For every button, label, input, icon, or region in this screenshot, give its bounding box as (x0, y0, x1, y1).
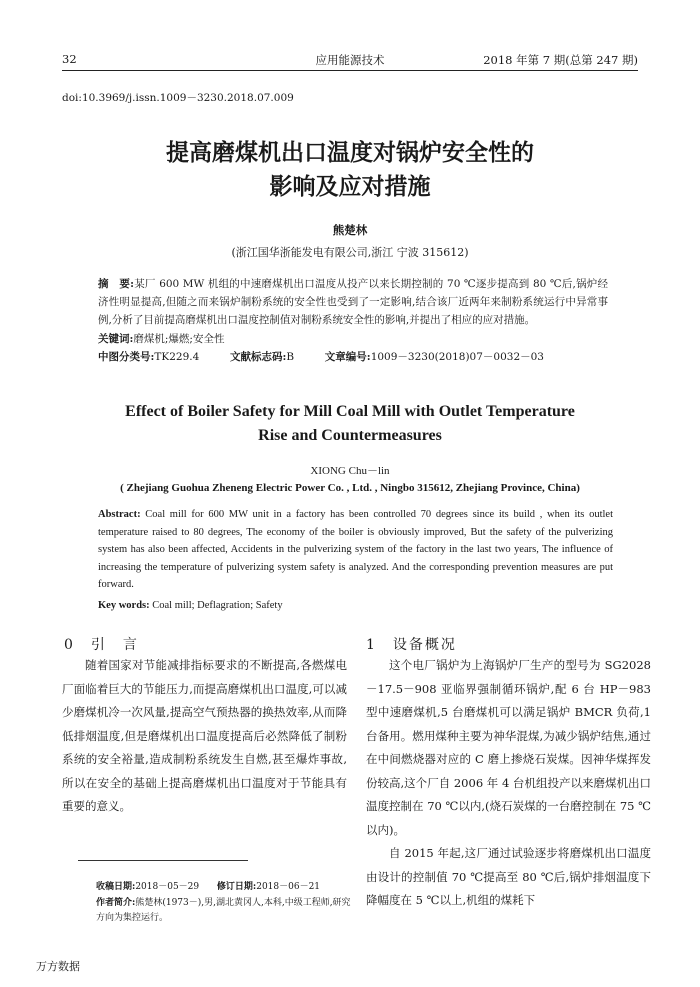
received-label: 收稿日期: (96, 882, 136, 892)
article-no-value: 1009－3230(2018)07－0032－03 (370, 351, 544, 363)
section-1-heading: 1 设备概况 (366, 637, 457, 653)
page-number: 32 (62, 52, 77, 66)
en-title-line1: Effect of Boiler Safety for Mill Coal Mill with Outlet Temperature (125, 403, 575, 420)
cn-classification (98, 348, 608, 366)
article-no-label: 文章编号: (324, 351, 371, 363)
en-keywords-text: Coal mill; Deflagration; Safety (152, 600, 283, 611)
en-keywords-label: Key words: (98, 600, 150, 611)
footnote-dates (96, 880, 356, 895)
footnote-bio (96, 896, 356, 926)
cn-keywords-text: 磨煤机;爆燃;安全性 (133, 333, 225, 345)
clc-label: 中图分类号: (98, 351, 155, 363)
doi: doi:10.3969/j.issn.1009－3230.2018.07.009 (62, 92, 294, 104)
section-1-body (366, 654, 651, 913)
en-abstract-label: Abstract: (98, 509, 141, 520)
bio-text: 熊楚林(1973－),男,湖北黄冈人,本科,中级工程师,研究方向为集控运行。 (96, 898, 351, 923)
en-abstract (98, 506, 613, 594)
cn-abstract-body (98, 275, 608, 329)
en-author: XIONG Chu－lin (310, 465, 390, 477)
cn-title-line2: 影响及应对措施 (269, 173, 431, 200)
doc-code-value: B (286, 351, 295, 363)
watermark: 万方数据 (36, 960, 80, 973)
section-1-paragraph-2: 自 2015 年起,这厂通过试验逐步将磨煤机出口温度由设计的控制值 70 ℃提高至 80 ℃后,锅炉排烟温度下降幅度在 5 ℃以上,机组的煤耗下 (366, 846, 651, 907)
cn-abstract-label: 摘 要: (98, 278, 135, 290)
footnote-rule (78, 860, 248, 861)
section-0-body (62, 654, 347, 819)
en-abstract-text: Coal mill for 600 MW unit in a factory has been controlled 70 degrees since its build , when its outlet temperature raised to 80 degrees, The economy of the boiler is obviously improved, But the safety of the pulverizing system has also been affected, Accidents in the pulverizing system of the factory in the last two years, The influence of increasing the temperature of pulverizing system safety is analyzed. And the corresponding prevention measures are put forward. (98, 509, 613, 590)
en-title-line2: Rise and Countermeasures (258, 427, 442, 444)
section-0-paragraph: 随着国家对节能减排指标要求的不断提高,各燃煤电厂面临着巨大的节能压力,而提高磨煤机出口温度,可以减少磨煤机冷一次风量,提高空气预热器的换热效率,从而降低排烟温度,但是磨煤机出口温度提高后必然降低了制粉系统的安全裕量,造成制粉系统发生自燃,甚至爆炸事故,所以在安全的基础上提高磨煤机出口温度对于节能具有重要的意义。 (62, 658, 347, 813)
header-rule (62, 70, 638, 71)
bio-label: 作者简介: (96, 898, 136, 908)
cn-keywords (98, 330, 608, 348)
cn-author: 熊楚林 (332, 223, 368, 237)
doc-code-label: 文献标志码: (230, 351, 287, 363)
en-affiliation: ( Zhejiang Guohua Zheneng Electric Power Co. , Ltd. , Ningbo 315612, Zhejiang Province, China) (120, 482, 580, 494)
en-keywords (98, 600, 283, 611)
issue-info: 2018 年第 7 期(总第 247 期) (483, 53, 638, 67)
cn-affiliation: (浙江国华浙能发电有限公司,浙江 宁波 315612) (231, 246, 469, 259)
clc-value: TK229.4 (154, 351, 200, 363)
cn-keywords-label: 关键词: (98, 333, 134, 345)
section-0-heading: 0 引 言 (64, 637, 139, 653)
section-1-paragraph-1: 这个电厂锅炉为上海锅炉厂生产的型号为 SG2028－17.5－908 亚临界强制循环锅炉,配 6 台 HP－983 型中速磨煤机,5 台磨煤机可以满足锅炉 BMCR 负荷,1 台备用。燃用煤种主要为神华混煤,为减少锅炉结焦,通过在中间燃烧器对应的 C 磨上掺烧石炭煤。因神华煤挥发份较高,这个厂自 2006 年 4 台机组投产以来磨煤机出口温度控制在 70 ℃以内,(烧石炭煤的一台磨控制在 75 ℃以内)。 (366, 658, 651, 837)
revised-label: 修订日期: (216, 882, 257, 892)
journal-name: 应用能源技术 (315, 53, 385, 67)
revised-date: 2018－06－21 (256, 882, 321, 892)
cn-abstract (98, 275, 608, 366)
received-date: 2018－05－29 (135, 882, 200, 892)
cn-title-line1: 提高磨煤机出口温度对锅炉安全性的 (166, 139, 534, 166)
cn-abstract-text: 某厂 600 MW 机组的中速磨煤机出口温度从投产以来长期控制的 70 ℃逐步提高到 80 ℃后,锅炉经济性明显提高,但随之而来锅炉制粉系统的安全性也受到了一定影响,结合该厂近两年来制粉系统运行中异常事例,分析了目前提高磨煤机出口温度控制值对制粉系统安全性的影响,并提出了相应的应对措施。 (98, 278, 608, 326)
